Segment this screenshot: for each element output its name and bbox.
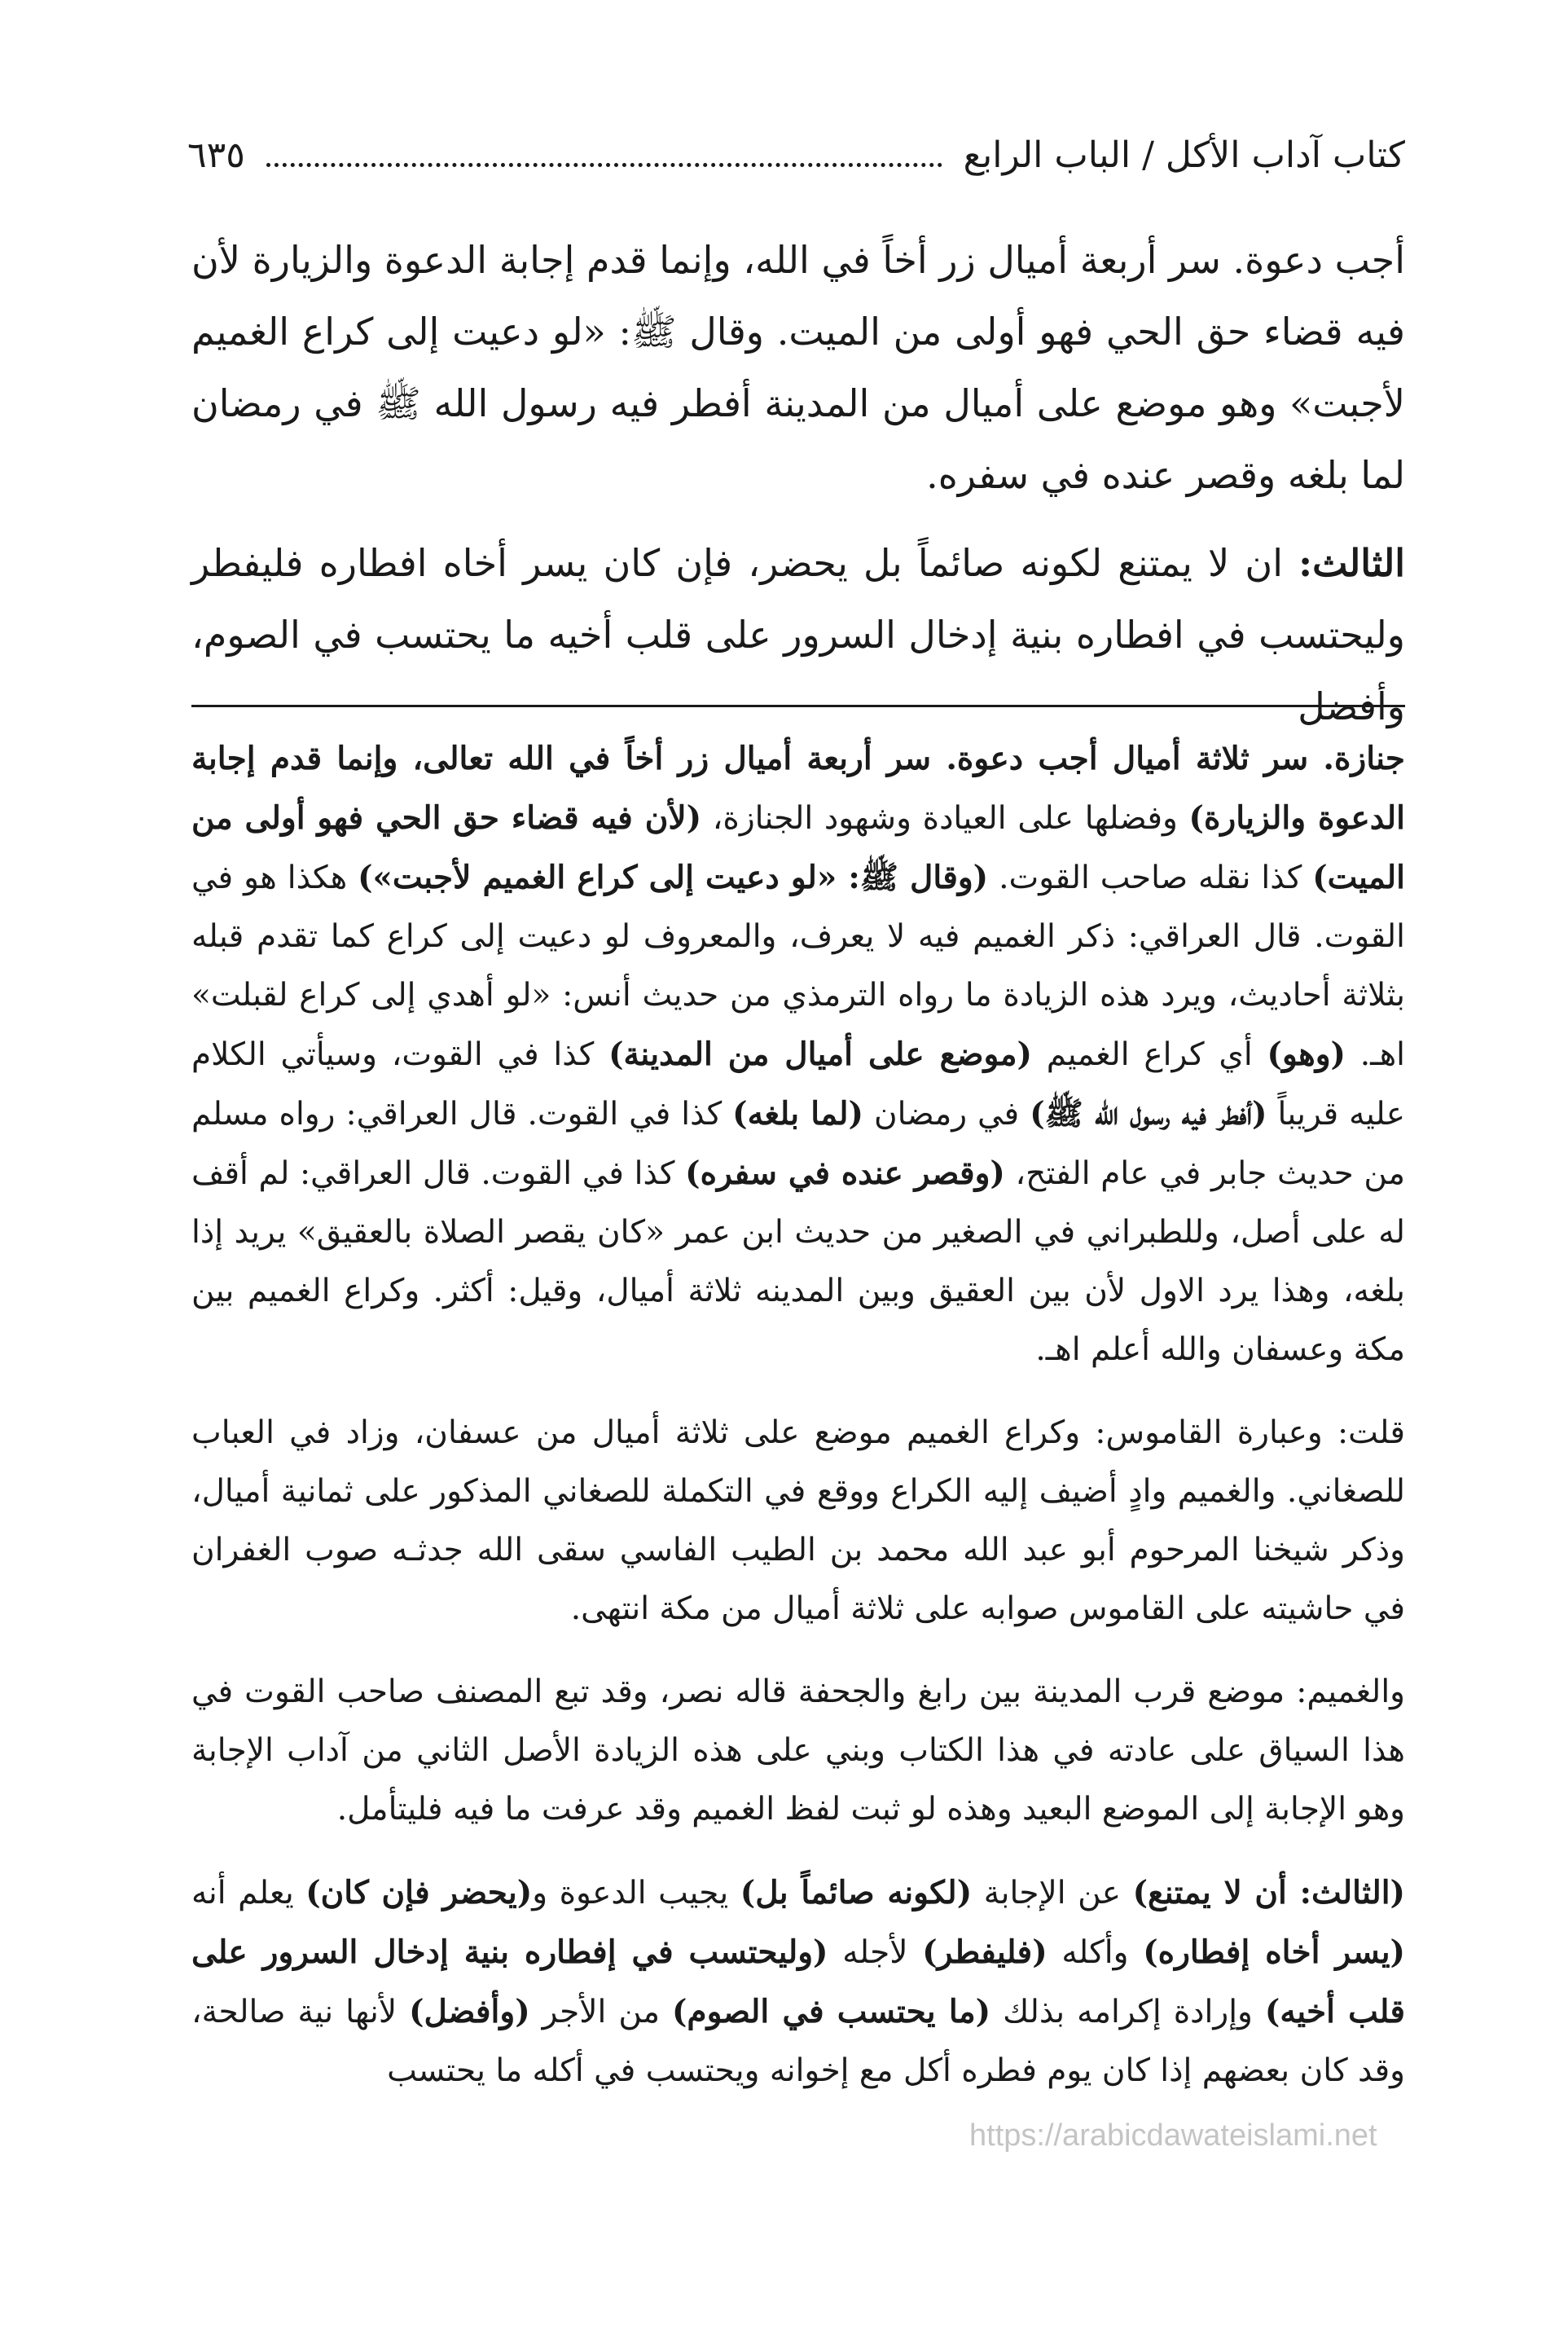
quoted-text: (لما بلغه) — [732, 1095, 864, 1133]
commentary-text: لأجله — [828, 1934, 923, 1971]
quoted-text: (وهو) — [1267, 1036, 1346, 1073]
footnote-divider — [191, 705, 1405, 707]
page-number: ٦٣٥ — [187, 134, 245, 176]
commentary-text: كذا في القوت. قال العراقي: لم أقف له على أصل، وللطبراني في الصغير من حديث ابن عمر «كان يقصر الصلاة بالعقيق» يريد إذا بلغه، وهذا يرد الاول لأن بين العقيق وبين المدينه ثلاثة أميال، وقيل: أكثر. وكراع الغميم بين مكة وعسفان والله أعلم اهـ. — [191, 1155, 1405, 1368]
main-text — [191, 224, 1405, 759]
quoted-text: (فليفطر) — [922, 1933, 1048, 1971]
quoted-text: (الثالث: أن لا يمتنع) — [1132, 1874, 1406, 1911]
commentary-text: وأكله — [1047, 1934, 1144, 1971]
commentary-text: يعلم أنه — [191, 1875, 306, 1911]
header-title: كتاب آداب الأكل / الباب الرابع — [963, 134, 1405, 176]
commentary-text: من الأجر — [529, 1994, 672, 2030]
main-paragraph-1: أجب دعوة. سر أربعة أميال زر أخاً في الله، وإنما قدم إجابة الدعوة والزيارة لأن فيه قضاء حق الحي فهو أولى من الميت. وقال ﷺ: «لو دعيت إلى كراع الغميم لأجبت» وهو موضع على أميال من المدينة أفطر فيه رسول الله ﷺ في رمضان لما بلغه وقصر عنده في سفره. — [191, 238, 1405, 497]
quoted-text: جنازة. سر ثلاثة أميال أجب دعوة. سر أربعة أميال زر أخاً في الله تعالى، وإنما قدم إجابة الدعوة والزيارة) — [191, 740, 1405, 837]
watermark-url: https://arabicdawateislami.net — [969, 2118, 1377, 2153]
main-paragraph-2 — [191, 527, 1405, 742]
quoted-text: (لأن فيه قضاء حق الحي فهو أولى من الميت) — [191, 799, 1406, 896]
commentary-text: لأنها نية صالحة، وقد كان بعضهم إذا كان يوم فطره أكل مع إخوانه ويحتسب في أكله ما يحتسب — [191, 1994, 1405, 2089]
quoted-text: (وقال ﷺ: «لو دعيت إلى كراع الغميم لأجبت») — [358, 859, 989, 896]
commentary-text: في رمضان — [863, 1096, 1030, 1133]
main-paragraph-2-body: ان لا يمتنع لكونه صائماً بل يحضر، فإن كان يسر أخاه افطاره فليفطر وليحتسب في افطاره بنية إدخال السرور على قلب أخيه ما يحتسب في الصوم، وأفضل — [191, 541, 1405, 728]
quoted-text: (موضع على أميال من المدينة) — [608, 1036, 1033, 1073]
commentary-text: عن الإجابة — [972, 1875, 1133, 1911]
commentary-paragraph-2: قلت: وعبارة القاموس: وكراع الغميم موضع على ثلاثة أميال من عسفان، وزاد في العباب للصغاني. والغميم وادٍ أضيف إليه الكراع ووقع في التكملة للصغاني المذكور على ثمانية أميال، وذكر شيخنا المرحوم أبو عبد الله محمد بن الطيب الفاسي سقى الله جدثـه صوب الغفران في حاشيته على القاموس صوابه على ثلاثة أميال من مكة انتهى. — [191, 1414, 1405, 1627]
running-header — [187, 134, 1405, 176]
commentary-text: وفضلها على العيادة وشهود الجنازة، — [701, 800, 1189, 837]
quoted-text: (وقصر عنده في سفره) — [685, 1155, 1005, 1192]
commentary-paragraph-1 — [191, 729, 1405, 1379]
quoted-text: (يسر أخاه إفطاره) — [1143, 1933, 1406, 1971]
quoted-text: (وأفضل) — [409, 1993, 530, 2030]
commentary-text: وإرادة إكرامه بذلك — [990, 1994, 1265, 2030]
quoted-text: (ما يحتسب في الصوم) — [671, 1993, 991, 2030]
section-heading-third: الثالث: — [1298, 541, 1405, 585]
commentary-text: يجيب الدعوة و — [532, 1875, 740, 1911]
commentary-text: كذا نقله صاحب القوت. — [988, 860, 1313, 896]
commentary-paragraph-4 — [191, 1863, 1405, 2100]
dotted-leader — [266, 142, 942, 167]
quoted-text: (لكونه صائماً بل) — [740, 1874, 973, 1911]
commentary-text: هكذا هو في القوت. قال العراقي: ذكر الغميم فيه لا يعرف، والمعروف لو دعيت إلى كراع كما تقدم قبله بثلاثة أحاديث، ويرد هذه الزيادة ما رواه الترمذي من حديث أنس: «لو أهدي إلى كراع لقبلت» اهـ. — [191, 860, 1405, 1073]
commentary-section — [191, 729, 1405, 2125]
quoted-text: (يحضر فإن كان) — [305, 1874, 533, 1911]
quoted-text: (وليحتسب في إفطاره بنية إدخال السرور على قلب أخيه) — [191, 1933, 1406, 2030]
commentary-text: أي كراع الغميم — [1032, 1036, 1267, 1073]
commentary-text: كذا في القوت. قال العراقي: رواه مسلم من حديث جابر في عام الفتح، — [191, 1096, 1406, 1192]
quoted-text: (أفطر فيه رسول الله ﷺ) — [1030, 1095, 1267, 1133]
commentary-text: كذا في القوت، وسيأتي الكلام عليه قريباً — [191, 1036, 1405, 1133]
commentary-paragraph-3: والغميم: موضع قرب المدينة بين رابغ والجحفة قاله نصر، وقد تبع المصنف صاحب القوت في هذا السياق على عادته في هذا الكتاب وبني على هذه الزيادة الأصل الثاني من آداب الإجابة وهو الإجابة إلى الموضع البعيد وهذه لو ثبت لفظ الغميم وقد عرفت ما فيه فليتأمل. — [191, 1674, 1405, 1828]
